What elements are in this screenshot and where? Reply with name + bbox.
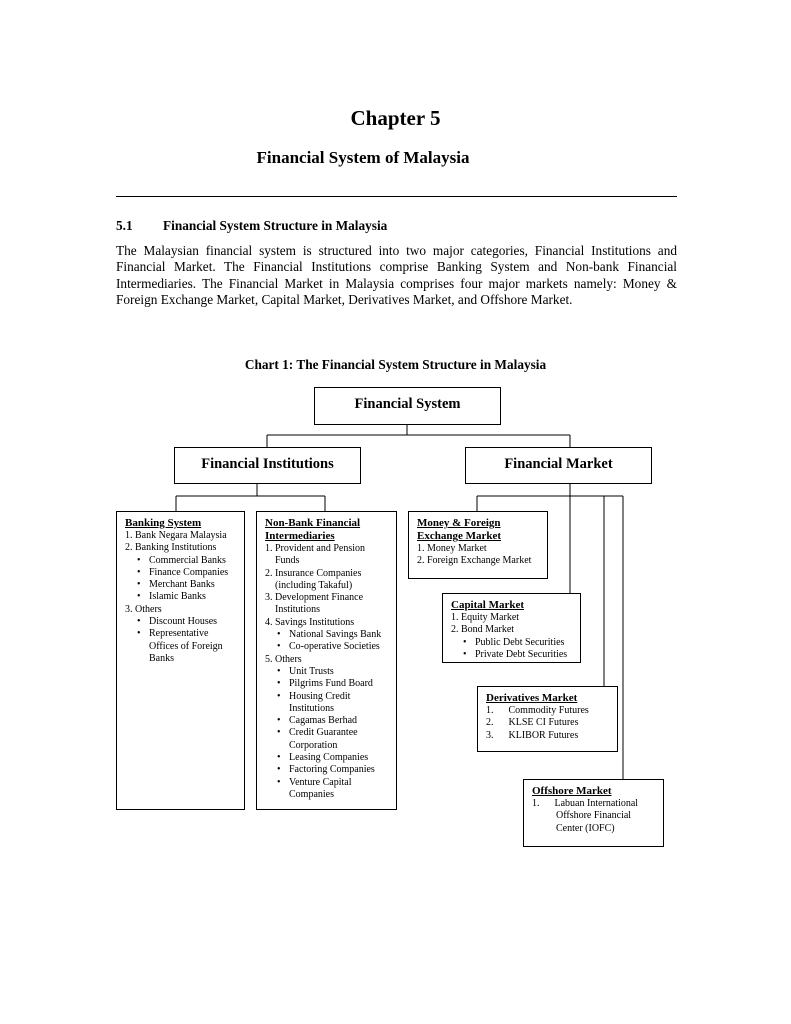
banking-system-box — [116, 511, 245, 810]
document-title: Financial System of Malaysia — [256, 148, 470, 167]
derivatives-market-list — [486, 705, 611, 742]
list-item: • Cagamas Berhad — [265, 715, 390, 727]
list-item: 1. Commodity Futures — [486, 705, 589, 716]
list-item: • Pilgrims Fund Board — [265, 678, 390, 690]
derivatives-market-box — [477, 686, 618, 752]
intro-paragraph: The Malaysian financial system is structured into two major categories, Financial Institutions and Financial Market. The Financial Institutions comprise Banking System and Non-bank Financial Intermediaries. The Financial Market in Malaysia comprises four major markets namely: Money & Foreign Exchange Market, Capital Market, Derivatives Market, and Offshore Market. — [116, 243, 677, 308]
list-item: 5. Others — [265, 653, 302, 665]
list-item: 2. Bond Market — [451, 624, 515, 636]
offshore-market-list — [532, 798, 657, 835]
nonbank-intermediaries-box — [256, 511, 397, 810]
capital-market-list — [451, 612, 574, 661]
list-item: • National Savings Bank — [265, 629, 390, 641]
list-item: • Leasing Companies — [265, 752, 390, 764]
list-item: • Finance Companies — [125, 567, 238, 579]
list-item: 1. Bank Negara Malaysia — [125, 530, 227, 541]
chart-caption: Chart 1: The Financial System Structure in Malaysia — [244, 357, 547, 372]
financial-system-box — [314, 387, 501, 425]
list-item: 1. Equity Market — [451, 612, 520, 623]
list-item: • Public Debt Securities — [451, 637, 574, 649]
offshore-market-box — [523, 779, 664, 847]
money-fx-market-box — [408, 511, 548, 579]
list-item: 3. Development Finance Institutions — [265, 592, 364, 616]
derivatives-market-title: Derivatives Market — [486, 692, 578, 704]
financial-market-label: Financial Market — [504, 456, 613, 472]
section-title: Financial System Structure in Malaysia — [163, 218, 388, 233]
list-item: • Credit Guarantee Corporation — [265, 727, 390, 752]
nonbank-intermediaries-title: Non-Bank Financial Intermediaries — [265, 517, 361, 542]
list-item: • Merchant Banks — [125, 579, 238, 591]
financial-institutions-label: Financial Institutions — [201, 456, 334, 472]
list-item: 2. Insurance Companies (including Takaful) — [265, 567, 362, 591]
money-fx-market-list — [417, 543, 541, 568]
list-item: • Private Debt Securities — [451, 649, 574, 661]
list-item: 1. Labuan International Offshore Financial Center (IOFC) — [532, 798, 641, 834]
list-item: • Factoring Companies — [265, 764, 390, 776]
financial-market-box — [465, 447, 652, 484]
capital-market-box — [442, 593, 581, 663]
list-item: 3. Others — [125, 603, 162, 615]
list-item: • Housing Credit Institutions — [265, 691, 390, 716]
list-item: • Unit Trusts — [265, 666, 390, 678]
capital-market-title: Capital Market — [451, 599, 525, 611]
banking-system-list — [125, 530, 238, 665]
list-item: 2. KLSE CI Futures — [486, 717, 579, 729]
list-item: 3. KLIBOR Futures — [486, 729, 579, 741]
list-item: 1. Money Market — [417, 543, 487, 554]
list-item: • Discount Houses — [125, 616, 238, 628]
list-item: • Venture Capital Companies — [265, 777, 390, 802]
list-item: 4. Savings Institutions — [265, 616, 355, 628]
financial-institutions-box — [174, 447, 361, 484]
list-item: 1. Provident and Pension Funds — [265, 543, 365, 567]
offshore-market-title: Offshore Market — [532, 785, 612, 797]
financial-system-label: Financial System — [354, 396, 461, 412]
nonbank-intermediaries-list — [265, 543, 390, 801]
section-number: 5.1 — [116, 218, 133, 233]
list-item: 2. Foreign Exchange Market — [417, 555, 532, 567]
list-item: • Commercial Banks — [125, 555, 238, 567]
list-item: 2. Banking Institutions — [125, 542, 217, 554]
chapter-title: Chapter 5 — [350, 106, 441, 130]
list-item: • Islamic Banks — [125, 591, 238, 603]
banking-system-title: Banking System — [125, 517, 202, 529]
list-item: • Representative Offices of Foreign Banks — [125, 628, 238, 665]
list-item: • Co-operative Societies — [265, 641, 390, 653]
money-fx-market-title: Money & Foreign Exchange Market — [417, 517, 502, 542]
